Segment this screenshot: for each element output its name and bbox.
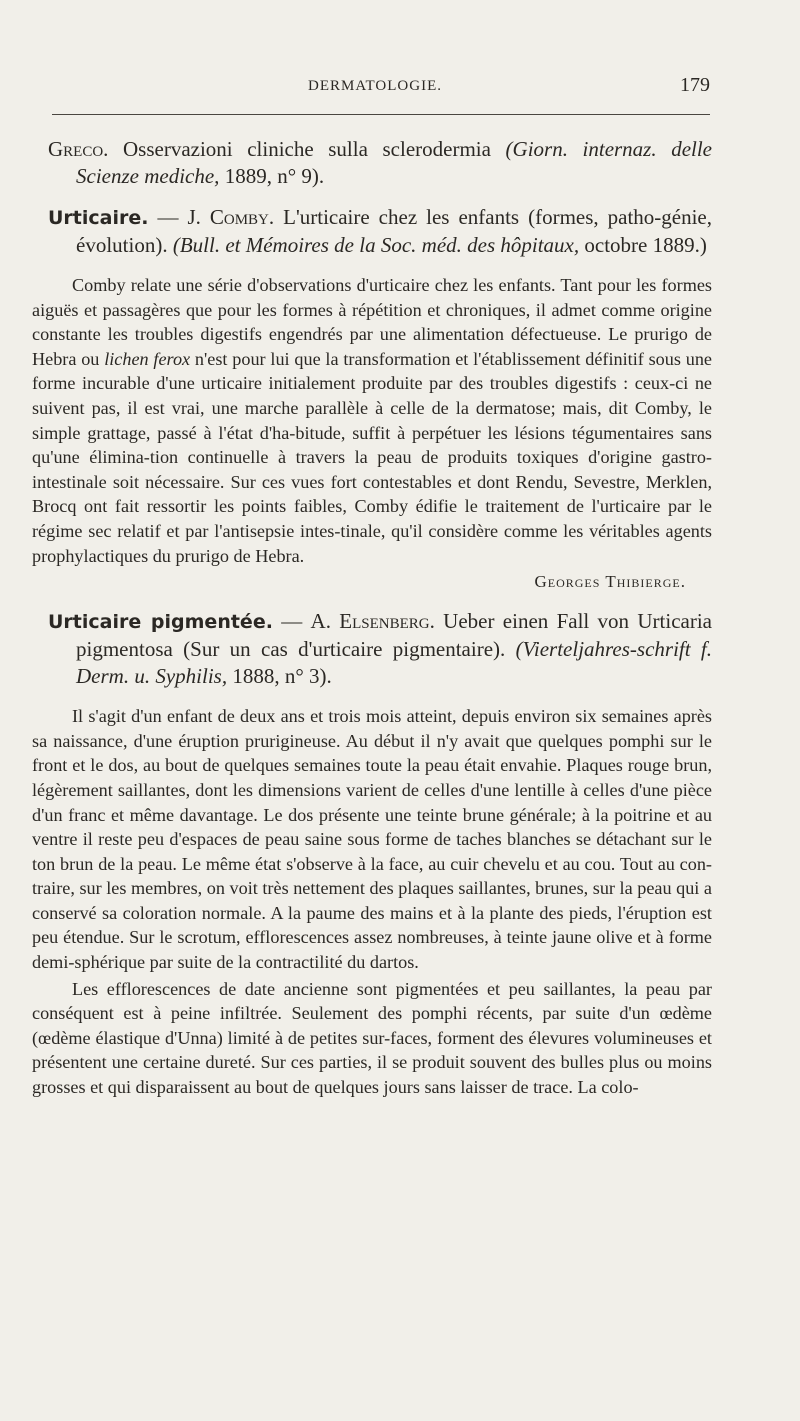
running-title: DERMATOLOGIE. bbox=[308, 78, 442, 94]
greco-title: Osservazioni cliniche sulla sclerodermia bbox=[108, 137, 506, 161]
greco-author: Greco. bbox=[48, 137, 109, 161]
page-number: 179 bbox=[680, 74, 710, 96]
pigmentee-keyword: Urticaire pigmentée. bbox=[48, 611, 273, 634]
greco-entry bbox=[32, 136, 712, 190]
pigmentee-paragraph-2: Les efflorescences de date ancienne sont pigmentées et peu saillantes, la peau par conséquent est à peine infiltrée. Seulement des pomphi récents, par suite d'un œdème (œdème élastique d'Unna) limité à de petites sur-faces, forment des élevures volumineuses et présentent une certaine dureté. Sur ces parties, il se produit souvent des bulles plus ou moins grosses et qui disparaissent au bout de quelques jours sans laisser de trace. La colo- bbox=[32, 978, 712, 1098]
urticaire-journal: (Bull. et Mémoires de la Soc. méd. des hôpitaux, bbox=[172, 233, 580, 257]
header-rule bbox=[52, 114, 710, 115]
greco-journal: (Giorn. internaz. delle Scienze mediche, bbox=[76, 137, 712, 188]
pigmentee-journal: (Vierteljahres-schrift f. Derm. u. Syphilis, bbox=[76, 637, 712, 689]
pigmentee-sep: — bbox=[272, 609, 311, 634]
urticaire-abstract-italic: lichen ferox bbox=[104, 348, 191, 369]
urticaire-keyword: Urticaire. bbox=[48, 207, 149, 229]
pigmentee-entry bbox=[32, 608, 712, 690]
urticaire-ref: octobre 1889.) bbox=[579, 233, 707, 257]
pigmentee-title: Ueber einen Fall von Urticaria pigmentosa (Sur un cas d'urticaire pigmentaire). bbox=[76, 609, 712, 662]
greco-ref: 1889, n° 9). bbox=[219, 164, 325, 188]
urticaire-signature: Georges Thibierge. bbox=[534, 572, 686, 592]
urticaire-entry bbox=[32, 204, 712, 259]
pigmentee-ref: 1888, n° 3). bbox=[227, 664, 332, 689]
urticaire-sep: — bbox=[148, 205, 188, 229]
page-content bbox=[32, 136, 712, 1102]
pigmentee-author: A. Elsenberg. bbox=[310, 609, 435, 634]
pigmentee-paragraph-1: Il s'agit d'un enfant de deux ans et trois mois atteint, depuis environ six semaines après sa naissance, d'une éruption prurigineuse. Au début il n'y avait que quelques pomphi sur le front et le dos, au bout de quelques semaines toute la peau était envahie. Plaques rouge brun, légèrement saillantes, dont les dimensions varient de celles d'une lentille à celles d'une pièce d'un franc et même davantage. Le dos présente une teinte brune générale; à la poitrine et au ventre il reste peu d'espaces de peau saine sous forme de taches blanches se détachant sur le ton brun de la peau. Le même état s'observe à la face, au cuir chevelu et au cou. Tout au con-traire, sur les membres, on voit très nettement des plaques saillantes, brunes, sur la peau qui a conservé sa coloration normale. A la paume des mains et à la plante des pieds, l'éruption est peu étendue. Sur le scrotum, efflorescences assez nombreuses, à teinte jaune olive et à forme demi-sphérique par suite de la contractilité du dartos. bbox=[32, 706, 712, 973]
urticaire-author: J. Comby. bbox=[187, 205, 275, 229]
urticaire-title: L'urticaire chez les enfants (formes, patho-génie, évolution). bbox=[76, 205, 713, 257]
running-head bbox=[40, 72, 710, 102]
urticaire-abstract bbox=[32, 273, 712, 568]
urticaire-abstract-b: n'est pour lui que la transformation et l'établissement définitif sous une forme incurable d'une urticaire initialement produite par des troubles digestifs : ceux-ci ne suivent pas, il est vrai, une marche parallèle à celle de la dermatose; mais, dit Comby, le simple grattage, passé à l'état d'ha-bitude, suffit à perpétuer les lésions tégumentaires sans qu'une élimina-tion continuelle à travers la peau de produits toxiques d'origine gastro-intestinale soit nécessaire. Sur ces vues fort contestables et dont Rendu, Sevestre, Merklen, Brocq ont fait ressortir les points faibles, Comby édifie le traitement de l'urticaire par le régime sec relatif et par l'antisepsie intes-tinale, qu'il considère comme les véritables agents prophylactiques du prurigo de Hebra. bbox=[32, 348, 712, 566]
urticaire-abstract-a: Comby relate une série d'observations d'urticaire chez les enfants. Tant pour les formes aiguës et passagères que pour les formes à répétition et chroniques, il admet comme origine constante les troubles digestifs engendrés par une alimentation défectueuse. Le prurigo de Hebra ou bbox=[32, 275, 712, 369]
